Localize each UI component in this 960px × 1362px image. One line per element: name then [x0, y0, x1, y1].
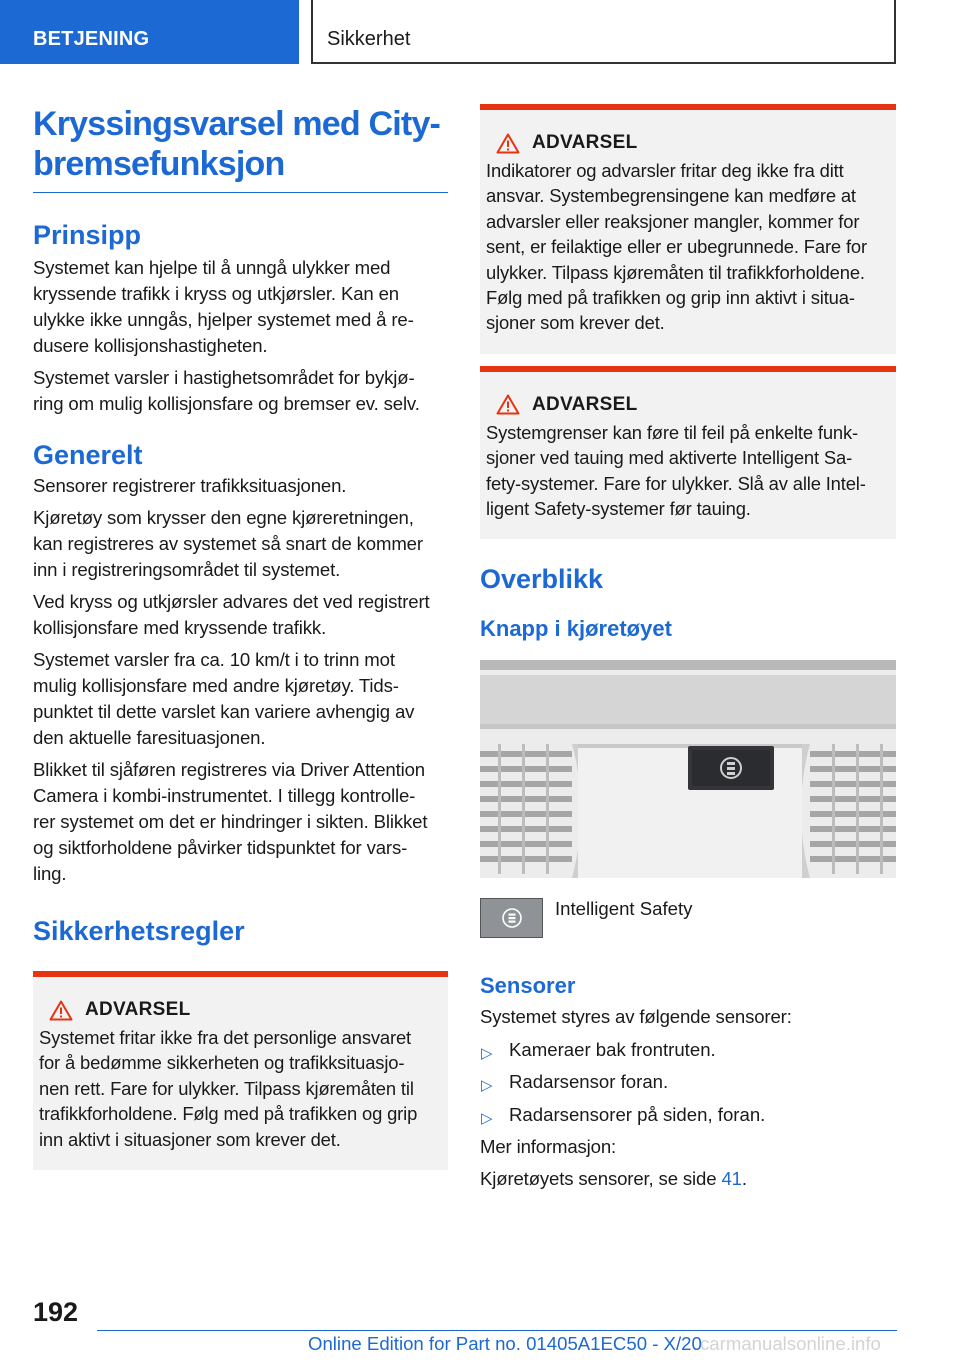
warning-text: Indikatorer og advarsler fritar deg ikke fra ditt ansvar. Systembegrensingene kan medføre at advarsler eller reaksjoner mangler, kommer for sent, er feilaktige eller er ubegrunnede. Fare for ulykker. Tilpass kjøremåten til trafikkforholdene. Følg med på trafikken og grip inn aktivt i situa- sjoner som krever det.	[486, 160, 867, 334]
list-item	[480, 1102, 896, 1128]
warning-box	[480, 104, 896, 354]
button-heading: Knapp i kjøretøyet	[480, 616, 672, 642]
general-heading: Generelt	[33, 440, 143, 470]
chapter-box	[311, 0, 896, 64]
triangle-bullet-icon: ▷	[481, 1109, 493, 1127]
sensor-item-text: Radarsensorer på siden, foran.	[509, 1103, 766, 1125]
title-rule	[33, 192, 448, 193]
page-title: Kryssingsvarsel med City- bremsefunksjon	[33, 105, 441, 183]
general-paragraph-3: Ved kryss og utkjørsler advares det ved registrert kollisjonsfare med kryssende trafikk.	[33, 591, 430, 638]
list-item	[480, 1069, 896, 1095]
reference-text: Kjøretøyets sensorer, se side	[480, 1167, 722, 1189]
section-label: BETJENING	[33, 28, 150, 50]
intelligent-safety-label: Intelligent Safety	[555, 898, 693, 920]
sensor-item-text: Kameraer bak frontruten.	[509, 1038, 716, 1060]
chapter-label: Sikkerhet	[327, 28, 411, 50]
warning-header	[496, 132, 890, 154]
more-info-label: Mer informasjon:	[480, 1135, 617, 1157]
page-link[interactable]: 41	[721, 1167, 742, 1189]
warning-label: ADVARSEL	[532, 393, 638, 415]
reference-end: .	[741, 1167, 747, 1189]
general-paragraph-5: Blikket til sjåføren registreres via Driver Attention Camera i kombi-instrumentet. I tillegg kontrolle- rer systemet om det er hindringer i sikten. Blikket og siktforholdene påvirker tidspunktet for vars- ling.	[33, 759, 428, 884]
principle-paragraph-1: Systemet kan hjelpe til å unngå ulykker med kryssende trafikk i kryss og utkjørsler. Kan en ulykke ikke unngås, hjelper systemet med å re- dusere kollisjonshastigheten.	[33, 257, 414, 356]
warning-label: ADVARSEL	[85, 999, 191, 1020]
sensor-list	[480, 1037, 896, 1128]
safety-heading: Sikkerhetsregler	[33, 916, 245, 946]
warning-box	[480, 366, 896, 540]
edition-text: Online Edition for Part no. 01405A1EC50 - X/20	[308, 1333, 702, 1354]
section-tab	[0, 0, 299, 64]
general-paragraph-1: Sensorer registrerer trafikksituasjonen.	[33, 475, 347, 496]
sensors-intro: Systemet styres av følgende sensorer:	[480, 1006, 792, 1028]
button-legend	[480, 898, 896, 938]
general-paragraph-2: Kjøretøy som krysser den egne kjøreretningen, kan registreres av systemet så snart de kommer inn i registreringsområdet til systemet.	[33, 507, 423, 580]
warning-triangle-icon	[49, 1000, 73, 1021]
principle-heading: Prinsipp	[33, 220, 142, 250]
sensors-heading: Sensorer	[480, 973, 576, 999]
dashboard-illustration	[480, 660, 896, 878]
sensor-item-text: Radarsensor foran.	[509, 1071, 669, 1093]
overview-heading: Overblikk	[480, 564, 604, 595]
intelligent-safety-button	[480, 898, 543, 938]
footer-rule	[97, 1330, 897, 1331]
list-item	[480, 1037, 896, 1063]
warning-header	[49, 999, 442, 1021]
left-column	[33, 104, 448, 1170]
right-column	[480, 104, 896, 1192]
warning-triangle-icon	[496, 133, 520, 154]
warning-label: ADVARSEL	[532, 132, 638, 153]
warning-text: Systemgrenser kan føre til feil på enkelte funk- sjoner ved tauing med aktiverte Intelligent Sa- fety-systemer. Fare for ulykker. Slå av alle Intel- ligent Safety-systemer før tauing.	[486, 421, 866, 520]
general-paragraph-4: Systemet varsler fra ca. 10 km/t i to trinn mot mulig kollisjonsfare med andre kjøretøy. Tids- punktet til dette varslet kan variere avhengig av den aktuelle faresituasjonen.	[33, 649, 415, 748]
intelligent-safety-icon	[501, 907, 523, 929]
warning-text: Systemet fritar ikke fra det personlige ansvaret for å bedømme sikkerheten og trafikksituasjo- nen rett. Fare for ulykker. Tilpass kjøremåten til trafikkforholdene. Følg med på trafikken og grip inn aktivt i situasjoner som krever det.	[39, 1027, 418, 1150]
triangle-bullet-icon: ▷	[481, 1077, 493, 1095]
page-number: 192	[33, 1297, 79, 1327]
warning-triangle-icon	[496, 394, 520, 415]
sensor-reference	[480, 1166, 896, 1192]
warning-box	[33, 971, 448, 1170]
triangle-bullet-icon: ▷	[481, 1044, 493, 1062]
warning-header	[496, 394, 890, 416]
watermark: carmanualsonline.info	[700, 1333, 881, 1354]
dashboard-photo	[480, 660, 896, 878]
principle-paragraph-2: Systemet varsler i hastighetsområdet for bykjø- ring om mulig kollisjonsfare og bremser ev. selv.	[33, 367, 420, 414]
